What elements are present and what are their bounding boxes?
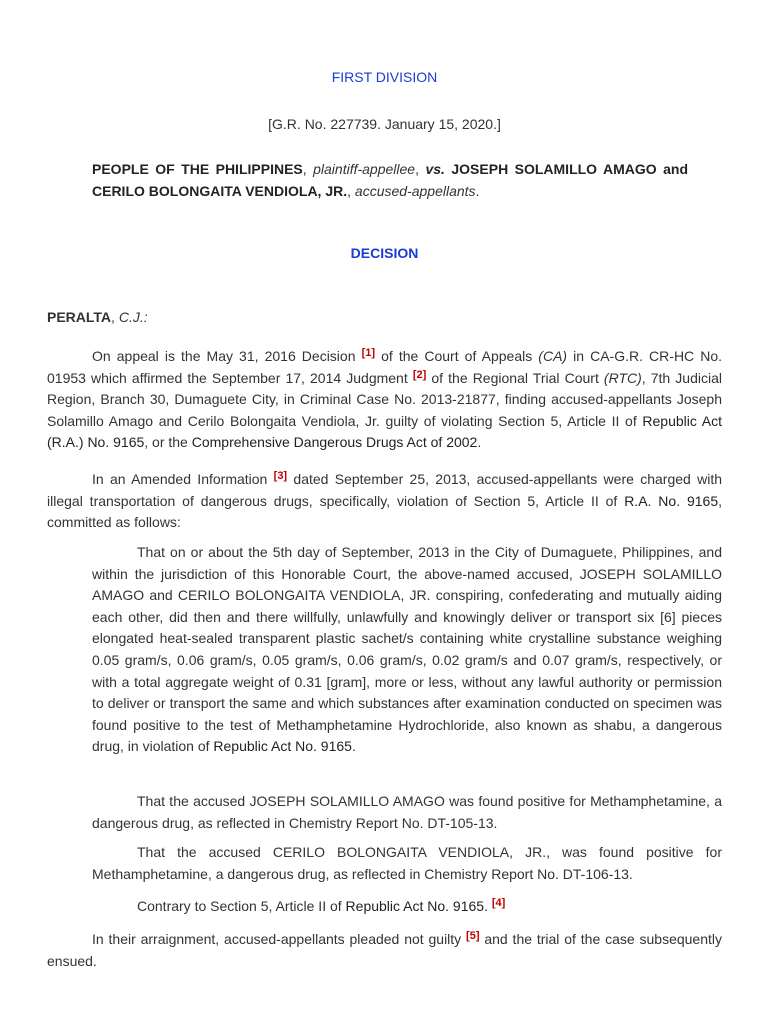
- quoted-paragraph-vendiola: That the accused CERILO BOLONGAITA VENDIOLA, JR., was found positive for Methamphetamine, a dangerous drug, as reflected in Chemistry Report No. DT-106-13.: [92, 844, 722, 882]
- plaintiff-name: PEOPLE OF THE PHILIPPINES: [92, 161, 303, 177]
- link-ra-9165[interactable]: R.A. No. 9165: [624, 492, 719, 509]
- ponente: PERALTA, C.J.:: [47, 309, 148, 325]
- case-number: [G.R. No. 227739. January 15, 2020.]: [268, 116, 501, 132]
- link-republic-act-9165[interactable]: Republic Act (R.A.) No. 9165: [47, 412, 722, 451]
- footnote-link-4[interactable]: [4]: [491, 897, 506, 909]
- quoted-paragraph-amago: That the accused JOSEPH SOLAMILLO AMAGO was found positive for Methamphetamine, a dangerous drug, as reflected in Chemistry Report No. DT-105-13.: [92, 793, 722, 831]
- paragraph-3: In their arraignment, accused-appellants pleaded not guilty [5] and the trial of the case subsequently ensued.: [47, 930, 723, 969]
- paragraph-1: On appeal is the May 31, 2016 Decision [1] of the Court of Appeals (CA) in CA-G.R. CR-HC No. 01953 which affirmed the September 17, 2014 Judgment [2] of the Regional Trial Court (RTC), 7th Judicial Region, Branch 30, Dumaguete City, in Criminal Case No. 2013-21877, finding accused-appellants Joseph Solamillo Amago and Cerilo Bolongaita Vendiola, Jr. guilty of violating Section 5, Article II of Republic Act (R.A.) No. 9165, or the Comprehensive Dangerous Drugs Act of 2002.: [47, 347, 723, 451]
- quoted-contrary-clause: Contrary to Section 5, Article II of Republic Act No. 9165. [4]: [137, 897, 506, 914]
- quoted-information: That on or about the 5th day of September, 2013 in the City of Dumaguete, Philippines, and within the jurisdiction of this Honorable Court, the above-named accused, JOSEPH SOLAMILLO AMAGO and CERILO BOLONGAITA VENDIOLA, JR. conspiring, confederating and mutually aiding each other, did then and there willfully, unlawfully and knowingly deliver or transport six [6] pieces elongated heat-sealed transparent plastic sachet/s containing white crystalline substance weighing 0.05 gram/s, 0.06 gram/s, 0.05 gram/s, 0.06 gram/s, 0.02 gram/s and 0.07 gram/s, respectively, or with a total aggregate weight of 0.31 [gram], more or less, without any lawful authority or permission to deliver or transport the same and which substances after examination conducted on specimen was found positive to the test of Methamphetamine Hydrochloride, also known as shabu, a dangerous drug, in violation of Republic Act No. 9165.: [92, 544, 722, 755]
- division-heading: FIRST DIVISION: [331, 69, 438, 85]
- footnote-link-1[interactable]: [1]: [361, 347, 376, 359]
- plaintiff-role: plaintiff-appellee: [313, 161, 416, 177]
- case-parties: PEOPLE OF THE PHILIPPINES, plaintiff-appellee, vs. JOSEPH SOLAMILLO AMAGO and CERILO BOLONGAITA VENDIOLA, JR., accused-appellants.: [92, 161, 689, 199]
- accused-role: accused-appellants: [354, 183, 476, 199]
- link-republic-act-9165-contrary[interactable]: Republic Act No. 9165: [345, 898, 485, 914]
- decision-title: DECISION: [350, 245, 419, 261]
- versus-label: vs.: [425, 161, 445, 177]
- link-republic-act-9165-quote[interactable]: Republic Act No. 9165: [213, 738, 352, 755]
- footnote-link-3[interactable]: [3]: [273, 470, 288, 482]
- footnote-link-5[interactable]: [5]: [466, 930, 480, 942]
- link-dangerous-drugs-act[interactable]: Comprehensive Dangerous Drugs Act of 2002: [191, 434, 478, 451]
- ponente-title: C.J.: [118, 309, 144, 325]
- paragraph-2: In an Amended Information [3] dated September 25, 2013, accused-appellants were charged with illegal transportation of dangerous drugs, specifically, violation of Section 5, Article II of R.A. No. 9165, committed as follows:: [47, 470, 723, 531]
- footnote-link-2[interactable]: [2]: [412, 368, 427, 381]
- ponente-name: PERALTA: [47, 309, 112, 325]
- accused-names: JOSEPH SOLAMILLO AMAGO and CERILO BOLONGAITA VENDIOLA, JR.: [92, 161, 689, 199]
